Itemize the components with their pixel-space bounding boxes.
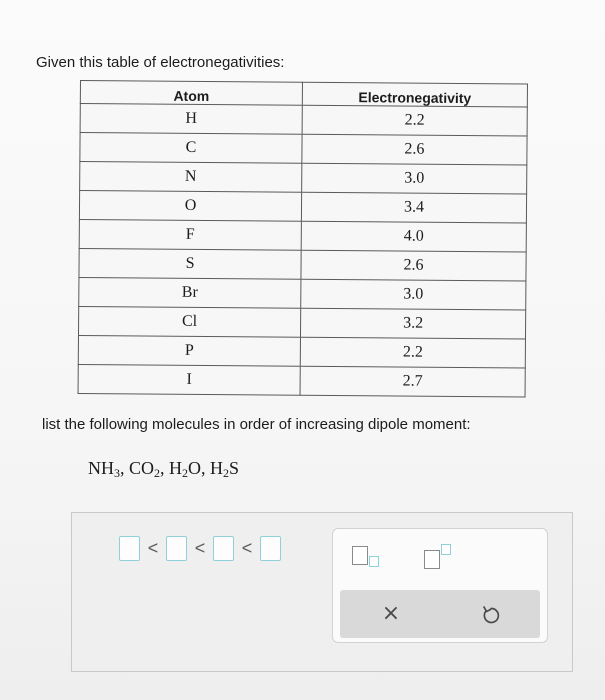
template-subscript-box bbox=[369, 556, 379, 567]
answer-slot-2[interactable] bbox=[166, 536, 187, 561]
table-row bbox=[78, 364, 525, 397]
molecule-h2s: $H_2S$ bbox=[210, 458, 240, 480]
table-row bbox=[79, 248, 526, 281]
en-cell: 4.0 bbox=[301, 221, 526, 252]
table-row bbox=[80, 162, 527, 195]
en-cell: 2.2 bbox=[302, 105, 527, 136]
template-base-box bbox=[424, 550, 440, 569]
less-than-sign: < bbox=[147, 538, 159, 558]
superscript-template-icon[interactable] bbox=[422, 544, 448, 570]
en-cell: 2.6 bbox=[301, 250, 526, 281]
molecule-co2: $CO_2$ bbox=[129, 458, 161, 480]
atom-cell: F bbox=[79, 219, 301, 250]
molecule-h2o: $H_2O$ bbox=[169, 458, 202, 480]
en-cell: 2.7 bbox=[300, 366, 525, 397]
template-superscript-box bbox=[441, 544, 451, 555]
atom-cell: Cl bbox=[78, 306, 300, 337]
clear-button[interactable]: × bbox=[381, 601, 401, 626]
answer-slot-1[interactable] bbox=[119, 536, 140, 561]
atom-cell: S bbox=[79, 248, 301, 279]
less-than-sign: < bbox=[194, 538, 206, 558]
electronegativity-table bbox=[78, 80, 528, 398]
en-cell: 2.2 bbox=[300, 337, 525, 368]
table-row bbox=[79, 277, 526, 310]
table-row bbox=[79, 219, 526, 252]
ordering-answer-row bbox=[119, 536, 281, 561]
atom-cell: N bbox=[80, 162, 302, 193]
en-cell: 3.4 bbox=[301, 192, 526, 223]
header-atom: Atom bbox=[80, 81, 302, 106]
table-row bbox=[78, 306, 525, 339]
subscript-template-icon[interactable] bbox=[350, 544, 376, 570]
atom-cell: Br bbox=[79, 277, 301, 308]
atom-cell: I bbox=[78, 364, 300, 395]
molecule-nh3: $NH_3$ bbox=[88, 458, 120, 480]
atom-cell: C bbox=[80, 133, 302, 164]
answer-slot-4[interactable] bbox=[260, 536, 281, 561]
question-prompt: list the following molecules in order of increasing dipole moment: bbox=[42, 416, 471, 433]
molecule-list: $NH_3$, $CO_2$, $H_2O$, $H_2S$ bbox=[88, 458, 240, 480]
answer-slot-3[interactable] bbox=[213, 536, 234, 561]
undo-icon[interactable] bbox=[478, 602, 504, 628]
template-base-box bbox=[352, 546, 368, 565]
table-row bbox=[80, 133, 527, 166]
table-row bbox=[79, 191, 526, 224]
action-bar bbox=[340, 590, 540, 638]
table-row bbox=[80, 104, 527, 137]
atom-cell: H bbox=[80, 104, 302, 135]
less-than-sign: < bbox=[241, 538, 253, 558]
atom-cell: P bbox=[78, 335, 300, 366]
intro-text: Given this table of electronegativities: bbox=[36, 54, 285, 71]
header-electronegativity: Electronegativity bbox=[302, 82, 527, 107]
table-row bbox=[78, 335, 525, 368]
en-cell: 3.0 bbox=[301, 279, 526, 310]
en-cell: 2.6 bbox=[302, 134, 527, 165]
en-cell: 3.2 bbox=[300, 308, 525, 339]
en-cell: 3.0 bbox=[302, 163, 527, 194]
atom-cell: O bbox=[79, 191, 301, 222]
